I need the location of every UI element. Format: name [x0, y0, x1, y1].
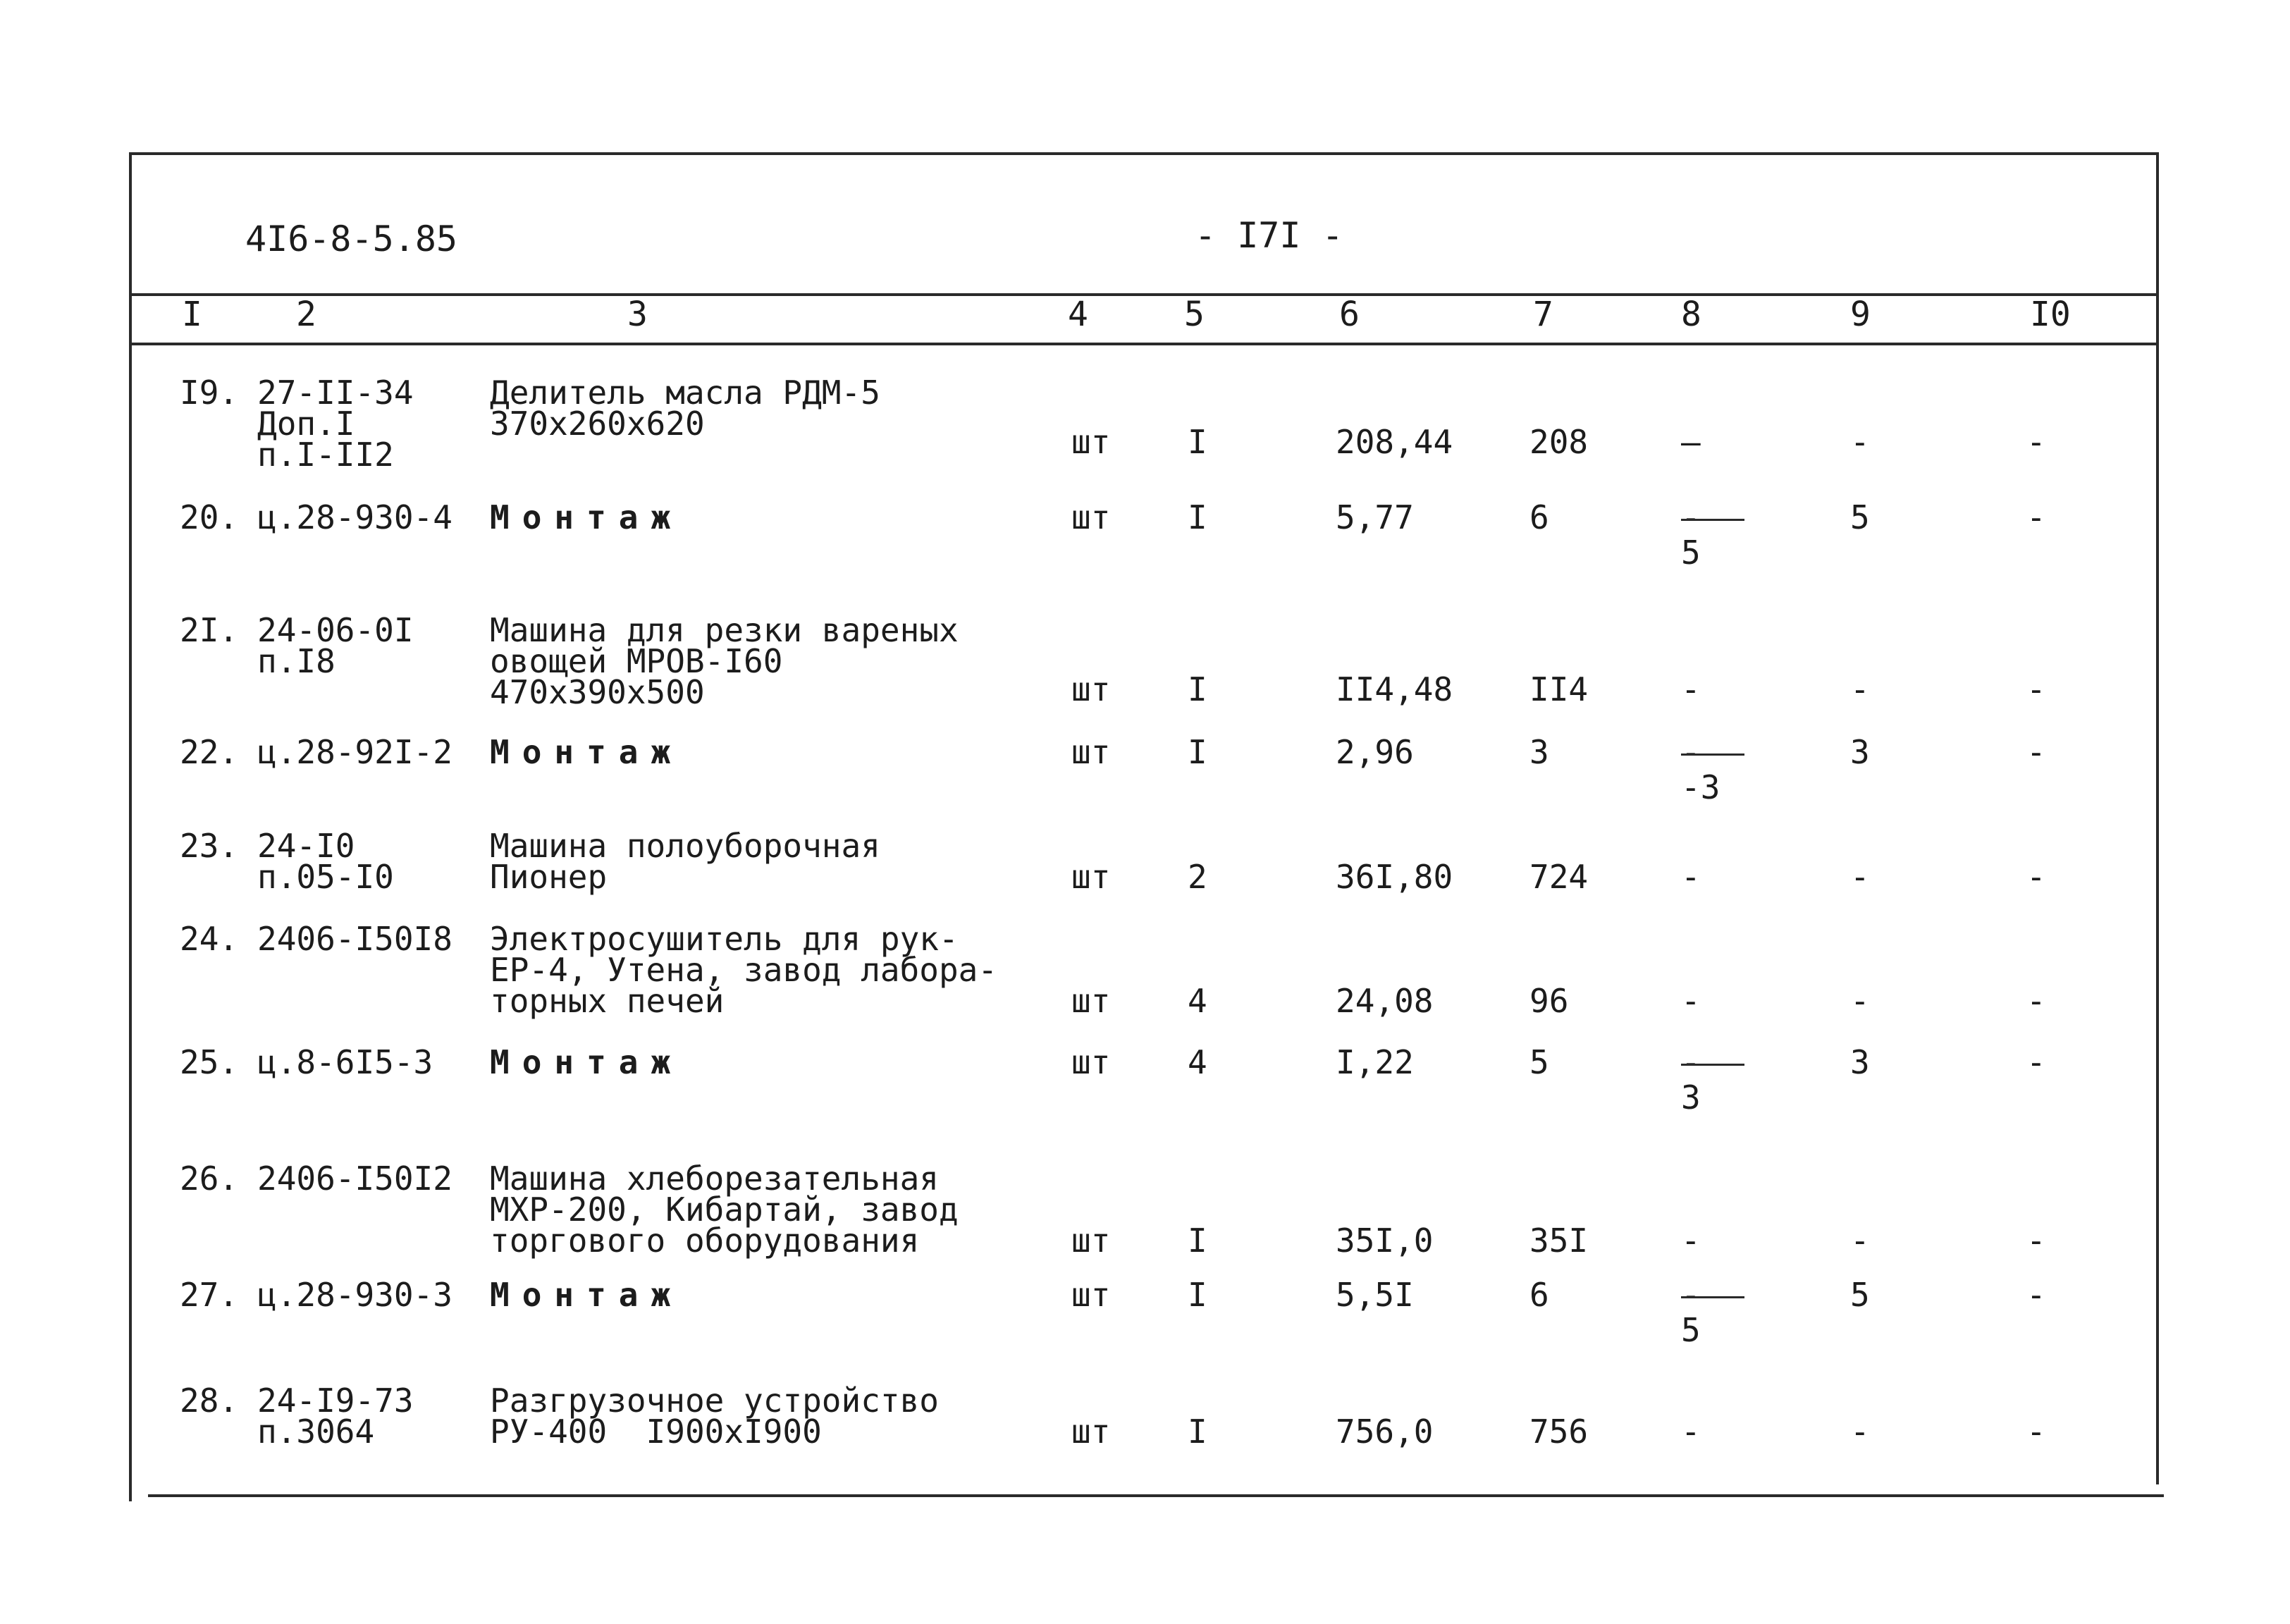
col8-denominator: -3: [1681, 768, 1720, 806]
total-cost: 5: [1529, 1043, 1549, 1081]
unit-price: 35I,0: [1336, 1222, 1434, 1260]
quantity: 4: [1188, 982, 1207, 1020]
row-number: 26.: [180, 1159, 239, 1198]
col8-value: -: [1681, 982, 1701, 1020]
column-number-10: I0: [2030, 295, 2071, 334]
col10-value: -: [2026, 498, 2046, 536]
col8-value: -: [1681, 1413, 1701, 1451]
frame-top-line: [129, 152, 2159, 155]
col9-value: 5: [1850, 1276, 1870, 1314]
item-name: Машина хлеборезательная МХР-200, Кибартай, завод торгового оборудования: [490, 1159, 959, 1260]
header-rule-bottom: [132, 343, 2156, 345]
col10-value: -: [2026, 423, 2046, 461]
col8-value: —: [1681, 423, 1701, 461]
unit: шт: [1071, 423, 1111, 461]
total-cost: 6: [1529, 1276, 1549, 1314]
item-code: ц.28-930-3: [257, 1276, 453, 1314]
item-name: Монтаж: [490, 1276, 684, 1314]
total-cost: 756: [1529, 1413, 1589, 1451]
quantity: I: [1188, 1222, 1207, 1260]
column-number-5: 5: [1184, 295, 1205, 334]
unit-price: I,22: [1336, 1043, 1414, 1081]
item-code: 24-I0 п.05-I0: [257, 827, 394, 896]
item-name: Машина полоуборочная Пионер: [490, 827, 880, 896]
col8-numerator: -: [1681, 498, 1701, 536]
item-code: 2406-I50I8: [257, 920, 453, 958]
col8-value: -: [1681, 1222, 1701, 1260]
unit-price: 2,96: [1336, 733, 1414, 771]
column-number-7: 7: [1533, 295, 1553, 334]
unit: шт: [1071, 733, 1111, 771]
col9-value: -: [1850, 1413, 1870, 1451]
unit: шт: [1071, 670, 1111, 708]
row-number: I9.: [180, 374, 239, 412]
item-name: Монтаж: [490, 1043, 684, 1081]
item-name: Монтаж: [490, 733, 684, 771]
unit: шт: [1071, 982, 1111, 1020]
col9-value: -: [1850, 1222, 1870, 1260]
column-number-1: I: [182, 295, 202, 334]
fraction-bar: [1681, 519, 1744, 521]
item-name: Машина для резки вареных овощей МРОВ-I60 470х390х500: [490, 611, 959, 711]
column-number-9: 9: [1850, 295, 1871, 334]
page-number: - I7I -: [1195, 215, 1343, 256]
col9-value: -: [1850, 670, 1870, 708]
item-code: ц.28-930-4: [257, 498, 453, 536]
unit: шт: [1071, 1043, 1111, 1081]
total-cost: 208: [1529, 423, 1589, 461]
quantity: 4: [1188, 1043, 1207, 1081]
unit: шт: [1071, 858, 1111, 896]
item-name: Монтаж: [490, 498, 684, 536]
unit: шт: [1071, 1413, 1111, 1451]
column-number-4: 4: [1068, 295, 1088, 334]
unit: шт: [1071, 1276, 1111, 1314]
quantity: I: [1188, 1413, 1207, 1451]
item-name: Электросушитель для рук- ЕР-4, Утена, завод лабора- торных печей: [490, 920, 998, 1020]
item-code: ц.28-92I-2: [257, 733, 453, 771]
col9-value: -: [1850, 858, 1870, 896]
row-number: 25.: [180, 1043, 239, 1081]
item-code: 27-II-34 Доп.I п.I-II2: [257, 374, 414, 474]
col8-fraction: [1681, 1043, 1701, 1116]
col8-fraction: [1681, 498, 1701, 572]
col10-value: -: [2026, 982, 2046, 1020]
quantity: I: [1188, 498, 1207, 536]
quantity: I: [1188, 1276, 1207, 1314]
row-number: 20.: [180, 498, 239, 536]
total-cost: 35I: [1529, 1222, 1589, 1260]
col8-denominator: 5: [1681, 1311, 1701, 1349]
col8-fraction: [1681, 1276, 1701, 1349]
col10-value: -: [2026, 1413, 2046, 1451]
col9-value: -: [1850, 423, 1870, 461]
frame-bottom-line: [148, 1494, 2164, 1497]
total-cost: 3: [1529, 733, 1549, 771]
quantity: I: [1188, 670, 1207, 708]
quantity: 2: [1188, 858, 1207, 896]
col10-value: -: [2026, 670, 2046, 708]
fraction-bar: [1681, 1296, 1744, 1298]
total-cost: 96: [1529, 982, 1569, 1020]
unit-price: 756,0: [1336, 1413, 1434, 1451]
col8-numerator: -: [1681, 733, 1701, 771]
item-code: 2406-I50I2: [257, 1159, 453, 1198]
item-code: 24-I9-73 п.3064: [257, 1382, 414, 1451]
row-number: 28.: [180, 1382, 239, 1420]
item-code: ц.8-6I5-3: [257, 1043, 433, 1081]
col10-value: -: [2026, 1043, 2046, 1081]
col10-value: -: [2026, 1276, 2046, 1314]
column-number-2: 2: [296, 295, 316, 334]
col9-value: -: [1850, 982, 1870, 1020]
item-name: Разгрузочное устройство РУ-400 I900хI900: [490, 1382, 939, 1451]
col9-value: 3: [1850, 733, 1870, 771]
row-number: 23.: [180, 827, 239, 865]
column-number-3: 3: [627, 295, 648, 334]
col10-value: -: [2026, 858, 2046, 896]
col10-value: -: [2026, 733, 2046, 771]
total-cost: 724: [1529, 858, 1589, 896]
fraction-bar: [1681, 1064, 1744, 1066]
col10-value: -: [2026, 1222, 2046, 1260]
unit: шт: [1071, 1222, 1111, 1260]
col8-denominator: 3: [1681, 1078, 1701, 1116]
col8-denominator: 5: [1681, 534, 1701, 572]
frame-left-line: [129, 152, 132, 1501]
unit-price: 208,44: [1336, 423, 1453, 461]
row-number: 22.: [180, 733, 239, 771]
frame-right-line: [2156, 152, 2159, 1484]
unit-price: 24,08: [1336, 982, 1434, 1020]
quantity: I: [1188, 423, 1207, 461]
row-number: 24.: [180, 920, 239, 958]
unit-price: II4,48: [1336, 670, 1453, 708]
col8-numerator: -: [1681, 1043, 1701, 1081]
total-cost: II4: [1529, 670, 1589, 708]
quantity: I: [1188, 733, 1207, 771]
fraction-bar: [1681, 753, 1744, 756]
total-cost: 6: [1529, 498, 1549, 536]
unit-price: 5,77: [1336, 498, 1414, 536]
unit-price: 5,5I: [1336, 1276, 1414, 1314]
column-number-6: 6: [1339, 295, 1360, 334]
document-code: 4I6-8-5.85: [245, 219, 458, 259]
item-code: 24-06-0I п.I8: [257, 611, 414, 680]
item-name: Делитель масла РДМ-5 370х260х620: [490, 374, 880, 443]
row-number: 2I.: [180, 611, 239, 649]
unit-price: 36I,80: [1336, 858, 1453, 896]
col9-value: 3: [1850, 1043, 1870, 1081]
unit: шт: [1071, 498, 1111, 536]
col8-value: -: [1681, 858, 1701, 896]
column-number-8: 8: [1681, 295, 1701, 334]
col8-fraction: [1681, 733, 1720, 806]
col9-value: 5: [1850, 498, 1870, 536]
row-number: 27.: [180, 1276, 239, 1314]
col8-value: -: [1681, 670, 1701, 708]
col8-numerator: -: [1681, 1276, 1701, 1314]
